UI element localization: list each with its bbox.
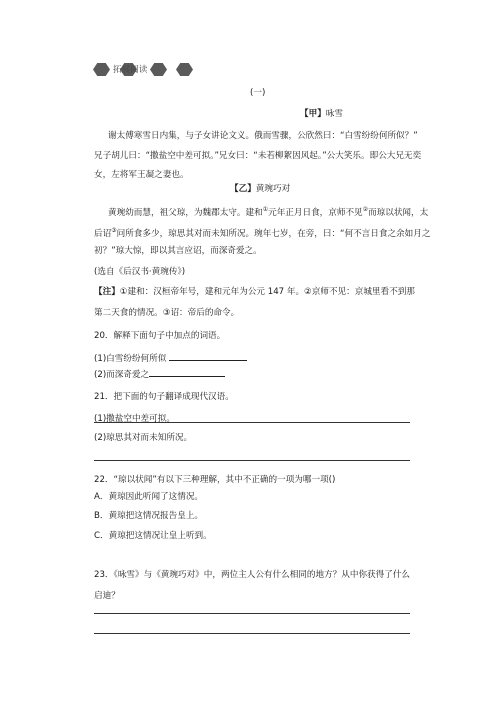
passage-b-line-text: 黄琬幼而慧，祖父琼，为魏郡太守。建和 bbox=[108, 207, 263, 218]
hexagon-icon bbox=[176, 63, 193, 76]
passage-b-line bbox=[94, 225, 430, 240]
hexagon-icon bbox=[150, 63, 167, 76]
notes-line bbox=[94, 286, 415, 298]
question-22-option[interactable]: A．黄琼因此听闻了这情况。 bbox=[94, 492, 204, 502]
answer-line[interactable] bbox=[94, 633, 410, 634]
passage-b-source: (选自《后汉书·黄琬传》) bbox=[94, 267, 186, 277]
question-20-stem: 20．解释下面句子中加点的词语。 bbox=[94, 331, 226, 341]
notes-label: 【注】 bbox=[94, 287, 120, 297]
section-header-label: 拓展阅读 bbox=[113, 65, 148, 75]
question-20-item-text: (2)而深奇爱之 bbox=[94, 370, 150, 380]
passage-a-title-prefix: 【甲】 bbox=[300, 109, 326, 119]
footnote-mark: ③ bbox=[111, 227, 117, 234]
notes-line: 第二天食的情况。③诏：帝后的命令。 bbox=[94, 308, 240, 318]
question-20-item bbox=[94, 351, 247, 365]
passage-b-line-text: 元年正月日食，京师不见 bbox=[268, 207, 363, 218]
passage-b-line-text: 后诏 bbox=[94, 228, 112, 239]
passage-b-line: 初？”琼大惊，即以其言应诏，而深奇爱之。 bbox=[94, 246, 262, 256]
passage-b-line-text: 而琼以状闻，太 bbox=[368, 207, 429, 218]
question-21-stem: 21．把下面的句子翻译成现代汉语。 bbox=[94, 392, 234, 402]
passage-b-title-text: 黄琬巧对 bbox=[255, 184, 291, 194]
passage-b-title bbox=[230, 183, 290, 195]
answer-blank[interactable] bbox=[149, 367, 225, 377]
hexagon-icon bbox=[93, 63, 110, 76]
passage-a-title bbox=[300, 108, 343, 120]
footnote-mark: ① bbox=[262, 206, 269, 213]
question-21-item: (1)撒盐空中差可拟。 bbox=[94, 414, 175, 424]
passage-a-title-text: 咏雪 bbox=[325, 109, 343, 119]
question-22-stem: 22．“琼以状闻”有以下三种理解，其中不正确的一项为哪一项() bbox=[94, 475, 336, 485]
section-number: (一) bbox=[250, 88, 266, 98]
answer-line[interactable] bbox=[94, 422, 410, 423]
passage-a-line: 女，左将军王凝之妻也。 bbox=[94, 170, 189, 180]
footnote-mark: ② bbox=[362, 206, 369, 213]
passage-a-line: 兄子胡儿曰：“撒盐空中差可拟。”兄女曰：“未若柳絮因风起。”公大笑乐。即公大兄无奕 bbox=[94, 151, 422, 161]
passage-b-title-prefix: 【乙】 bbox=[230, 184, 256, 194]
answer-blank[interactable] bbox=[169, 351, 247, 361]
question-20-item bbox=[94, 367, 225, 381]
question-22-option[interactable]: C．黄琼把这情况让皇上听到。 bbox=[94, 531, 212, 541]
question-23-stem: 23．《咏雪》与《黄琬巧对》中，两位主人公有什么相同的地方？从中你获得了什么 bbox=[94, 570, 411, 580]
question-20-item-text: (1)白雪纷纷何所似 bbox=[94, 354, 167, 364]
passage-b-line-text: 问所食多少，琼思其对而未知所况。琬年七岁，在旁，曰：“何不言日食之余如月之 bbox=[116, 228, 431, 239]
question-23-stem-cont: 启迪？ bbox=[94, 591, 120, 601]
question-21-item: (2)琼思其对而未知所况。 bbox=[94, 433, 193, 443]
passage-a-line: 谢太傅寒雪日内集，与子女讲论文义。俄而雪骤，公欣然曰：“白雪纷纷何所似？” bbox=[108, 131, 418, 141]
question-22-option[interactable]: B．黄琼把这情况报告皇上。 bbox=[94, 511, 204, 521]
notes-text: ①建和：汉桓帝年号，建和元年为公元 147 年。②京师不见：京城里看不到那 bbox=[119, 287, 415, 297]
passage-b-line bbox=[108, 204, 428, 219]
answer-line[interactable] bbox=[94, 613, 410, 614]
answer-line[interactable] bbox=[94, 460, 410, 461]
